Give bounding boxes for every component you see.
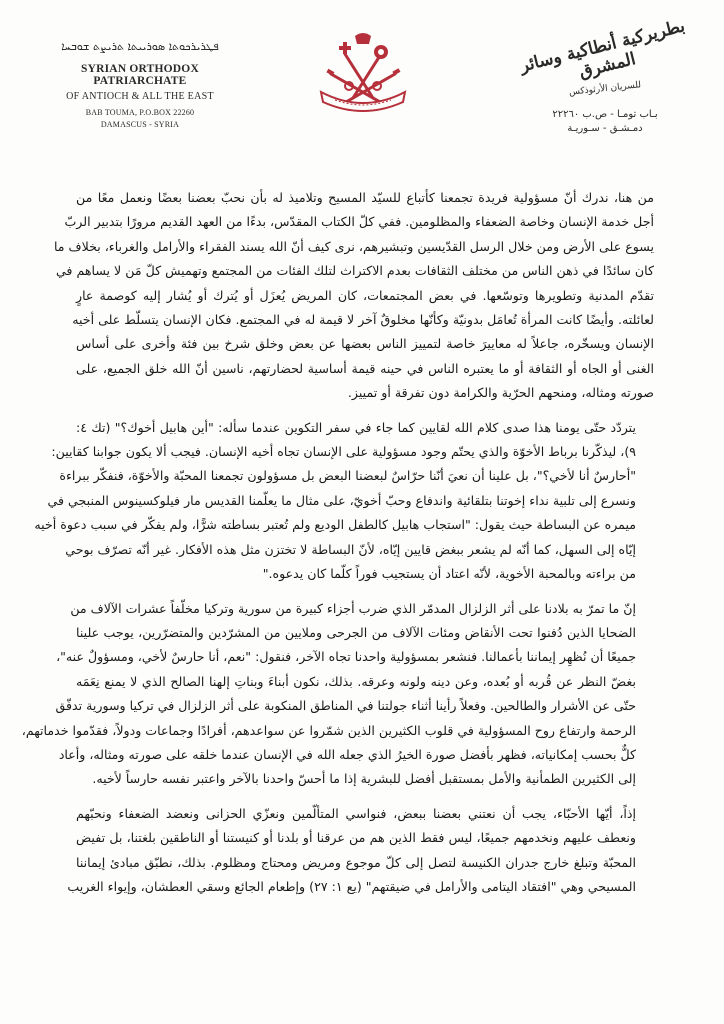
arabic-calligraphy-title: بطريركية أنطاكية وسائر المشرق xyxy=(518,16,687,83)
arabic-calligraphy-subtitle: للسريان الأرثوذكس xyxy=(568,80,642,98)
text-line: الرحمة وارتفاع روح المسؤولية في قلوب الكثيرين الذين شمّروا عن سواعدهم، أفرادًا وجماعات ودولاً، فقدّموا خدماتهم، xyxy=(21,722,636,738)
paragraph xyxy=(21,597,654,792)
text-line: يسوع على الأرض ومن خلال الرسل القدّيسين وتبشيرهم، نرى كيف أنّ الله يسند الفقراء والأرامل والغرباء، بخلاف ما xyxy=(53,238,654,254)
arabic-address-line-2: دمـشـق - سـوريـة xyxy=(567,123,643,134)
text-line: ونعطف عليهم ونخدمهم جميعًا، ليس فقط الذين هم من عرقنا أو بلدنا أو كنيستنا أو الناطقين بلغتنا، بل تفيض xyxy=(76,830,636,846)
text-line: جميعًا أن نُظهِر إيماننا بأعمالنا. فنشعر بمسؤولية واحدنا تجاه الآخر، فنقول: "نعم، أنا حارسٌ لأخي، ومسؤولٌ عنه"، xyxy=(56,649,636,665)
letter-body xyxy=(21,186,654,909)
text-line: لعائلته. وأيضًا كانت المرأة تُعامَل بدونيّة وكأنّها مخلوقٌ آخر لا قيمة له في المجتمع. فكان الإنسان يتسلّط على أخيه xyxy=(72,312,654,328)
letterhead xyxy=(0,0,724,150)
text-line: الغنى أو الجاه أو الثقافة أو ما يعتبره الناس في حينه قيمة أساسية لحضارتهم، ناسين أنّ الله خلق الجميع، على xyxy=(76,360,654,376)
text-line: "أحارسٌ أنا لأخي؟"، بل علينا أن نعيَ أنّنا حرّاسٌ لبعضنا البعض بل مسؤولون تجمعنا المحبّة والأخوّة، فنفكّر ببراءة xyxy=(59,468,636,484)
text-line: إيّاه إلى السهل، كما أنّه لم يشعر ببغض قايين إيّاه، لأنّ البساطة لا تختزن مثل هذه الأفكار. غير أنّه تصرّف بوحي xyxy=(65,541,636,557)
text-line: المحبّة وتبلغ خارج جدران الكنيسة لتصل إلى كلّ موجوع ومريض ومحتاج ومظلوم. بذلك، نطبّق مبادئ إيماننا xyxy=(76,854,636,870)
text-line: يتردّد حتّى يومنا هذا صدى كلام الله لقايين كما جاء في سفر التكوين عندما سأله: "أين هابيل أخوك؟" (تك ٤: xyxy=(76,419,636,435)
address-line-1: BAB TOUMA, P.O.BOX 22260 xyxy=(85,108,195,117)
paragraph xyxy=(53,186,654,406)
text-line: الإنسان ويسخّره، جاعلاً له معاييرَ خاصة لتمييز الناس بعضها عن بعض وخلق شرخ بين فئة وأخرى على أساس xyxy=(76,336,654,352)
syriac-title: ܦܛܪܝܪܟܘܬܐ ܣܘܪܝܝܬܐ ܬܪܝܨܬ ܫܘܒܚܐ xyxy=(61,40,219,53)
text-line: ٩)، ليذكّرنا برباط الأخوّة والذي يحتّم وجود مسؤولية على الإنسان تجاه أخيه الإنسان. فيجب ألا يكون جوابنا كقايين: xyxy=(51,444,636,460)
text-line: إنّ ما تمرّ به بلادنا على أثر الزلزال المدمّر الذي ضرب أجزاء كبيرة من سورية وتركيا مخلّفاً عشرات الآلاف من xyxy=(70,600,636,616)
text-line: ونسرع إلى تلبية نداء إخوتنا بتلقائية واندفاع وحبّ أخويّ، على مثال ما يعلّمنا القديس مار فيلوكسينوس المنبجي في xyxy=(47,492,636,508)
text-line: كان سائدًا في ذهن الناس من مختلف الثقافات بعدم الاكتراث لتلك الفئات من المجتمع وتهميش كلّ مَن لا يساهم في xyxy=(55,263,654,279)
text-line: الضحايا الذين دُفنوا تحت الأنقاض ومئات الآلاف من الجرحى وملايين من المشرّدين والمتضرّرين، يوجب علينا xyxy=(76,624,636,640)
text-line: تقدّم المدنية وتطويرها وتوسّعها. في بعض المجتمعات، كان المريض يُعزَل أو يُترك أو يُشار إليه كوصمة عارٍ xyxy=(76,287,654,303)
text-line: من هنا، ندرك أنّ مسؤولية فريدة تجمعنا كأتباع للسيّد المسيح وتلاميذ له بأن نحبّ بعضنا بعضًا ونعمل معًا من xyxy=(76,190,654,205)
text-line: صورته ومثاله، ومنحهم الحرّية والكرامة دون تفرقة أو تمييز. xyxy=(347,385,654,401)
paragraph xyxy=(34,416,654,587)
paragraph xyxy=(67,802,654,900)
text-line: ميمره عن البساطة حيث يقول: "استجاب هابيل كالطفل الوديع ولم تُعتبر بساطته شرًّا، ولم يفكّر في سبب دعوة أخيه xyxy=(34,517,636,533)
text-line: إلى الكثيرين الطمأنية والأمل بمستقبل أفضل للبشرية إذا ما أحسّ واحدنا بالآخر واعتبر نفسه حارساً لأخيه. xyxy=(92,771,636,787)
text-line: من براءته وبالمحبة الأخوية، لأنّه اعتاد أن يستجيب فوراً كلّما كان يدعوه." xyxy=(262,566,636,582)
text-line: حتّى عن الأشرار والطالحين. وفعلاً رأينا أثناء جولتنا في المناطق المنكوبة على أثر الزلزال في تركيا وسورية تدفّق xyxy=(55,698,636,714)
letterhead-english-block xyxy=(40,40,240,131)
text-line: أجل خدمة الإنسان وخاصة الضعفاء والمظلومين. ففي كلّ الكتاب المقدّس، بدءًا من العهد القديم مرورًا بتدبير الربّ xyxy=(64,214,654,230)
address-line-2: DAMASCUS - SYRIA xyxy=(100,120,180,129)
patriarchate-subtitle: OF ANTIOCH & ALL THE EAST xyxy=(66,91,214,102)
text-line: بغضّ النظر عن قُربه أو بُعده، وعن دينه ولونه وعرقه. بذلك، نكون أبناءَ وبناتِ إلهنا الصالح الذي لا يمنع نِعَمَه xyxy=(76,673,636,689)
crossed-keys-emblem-icon xyxy=(315,30,411,116)
arabic-address-line-1: بـاب تومـا - ص.ب ٢٢٢٦٠ xyxy=(552,109,658,120)
text-line: إذاً، أيّها الأحبّاء، يجب أن نعتني بعضنا ببعض، فنواسي المتألّمين ونعزّي الحزانى ونعضد الضعفاء ونحبّهم xyxy=(76,805,636,821)
text-line: كلٌّ بحسب إمكانياته، فظهر بأفضل صورة الخيرُ الذي جعله الله في الإنسان عندما خلقه على صورته ومثاله، وأعاد xyxy=(58,746,636,762)
letterhead-arabic-block xyxy=(518,16,690,136)
text-line: المسيحي وهي "افتقاد اليتامى والأرامل في ضيقتهم" (يع ١: ٢٧) وإطعام الجائع وسقي العطشان، وإيواء الغريب xyxy=(67,878,636,894)
patriarchate-title: SYRIAN ORTHODOX PATRIARCHATE xyxy=(81,63,199,87)
